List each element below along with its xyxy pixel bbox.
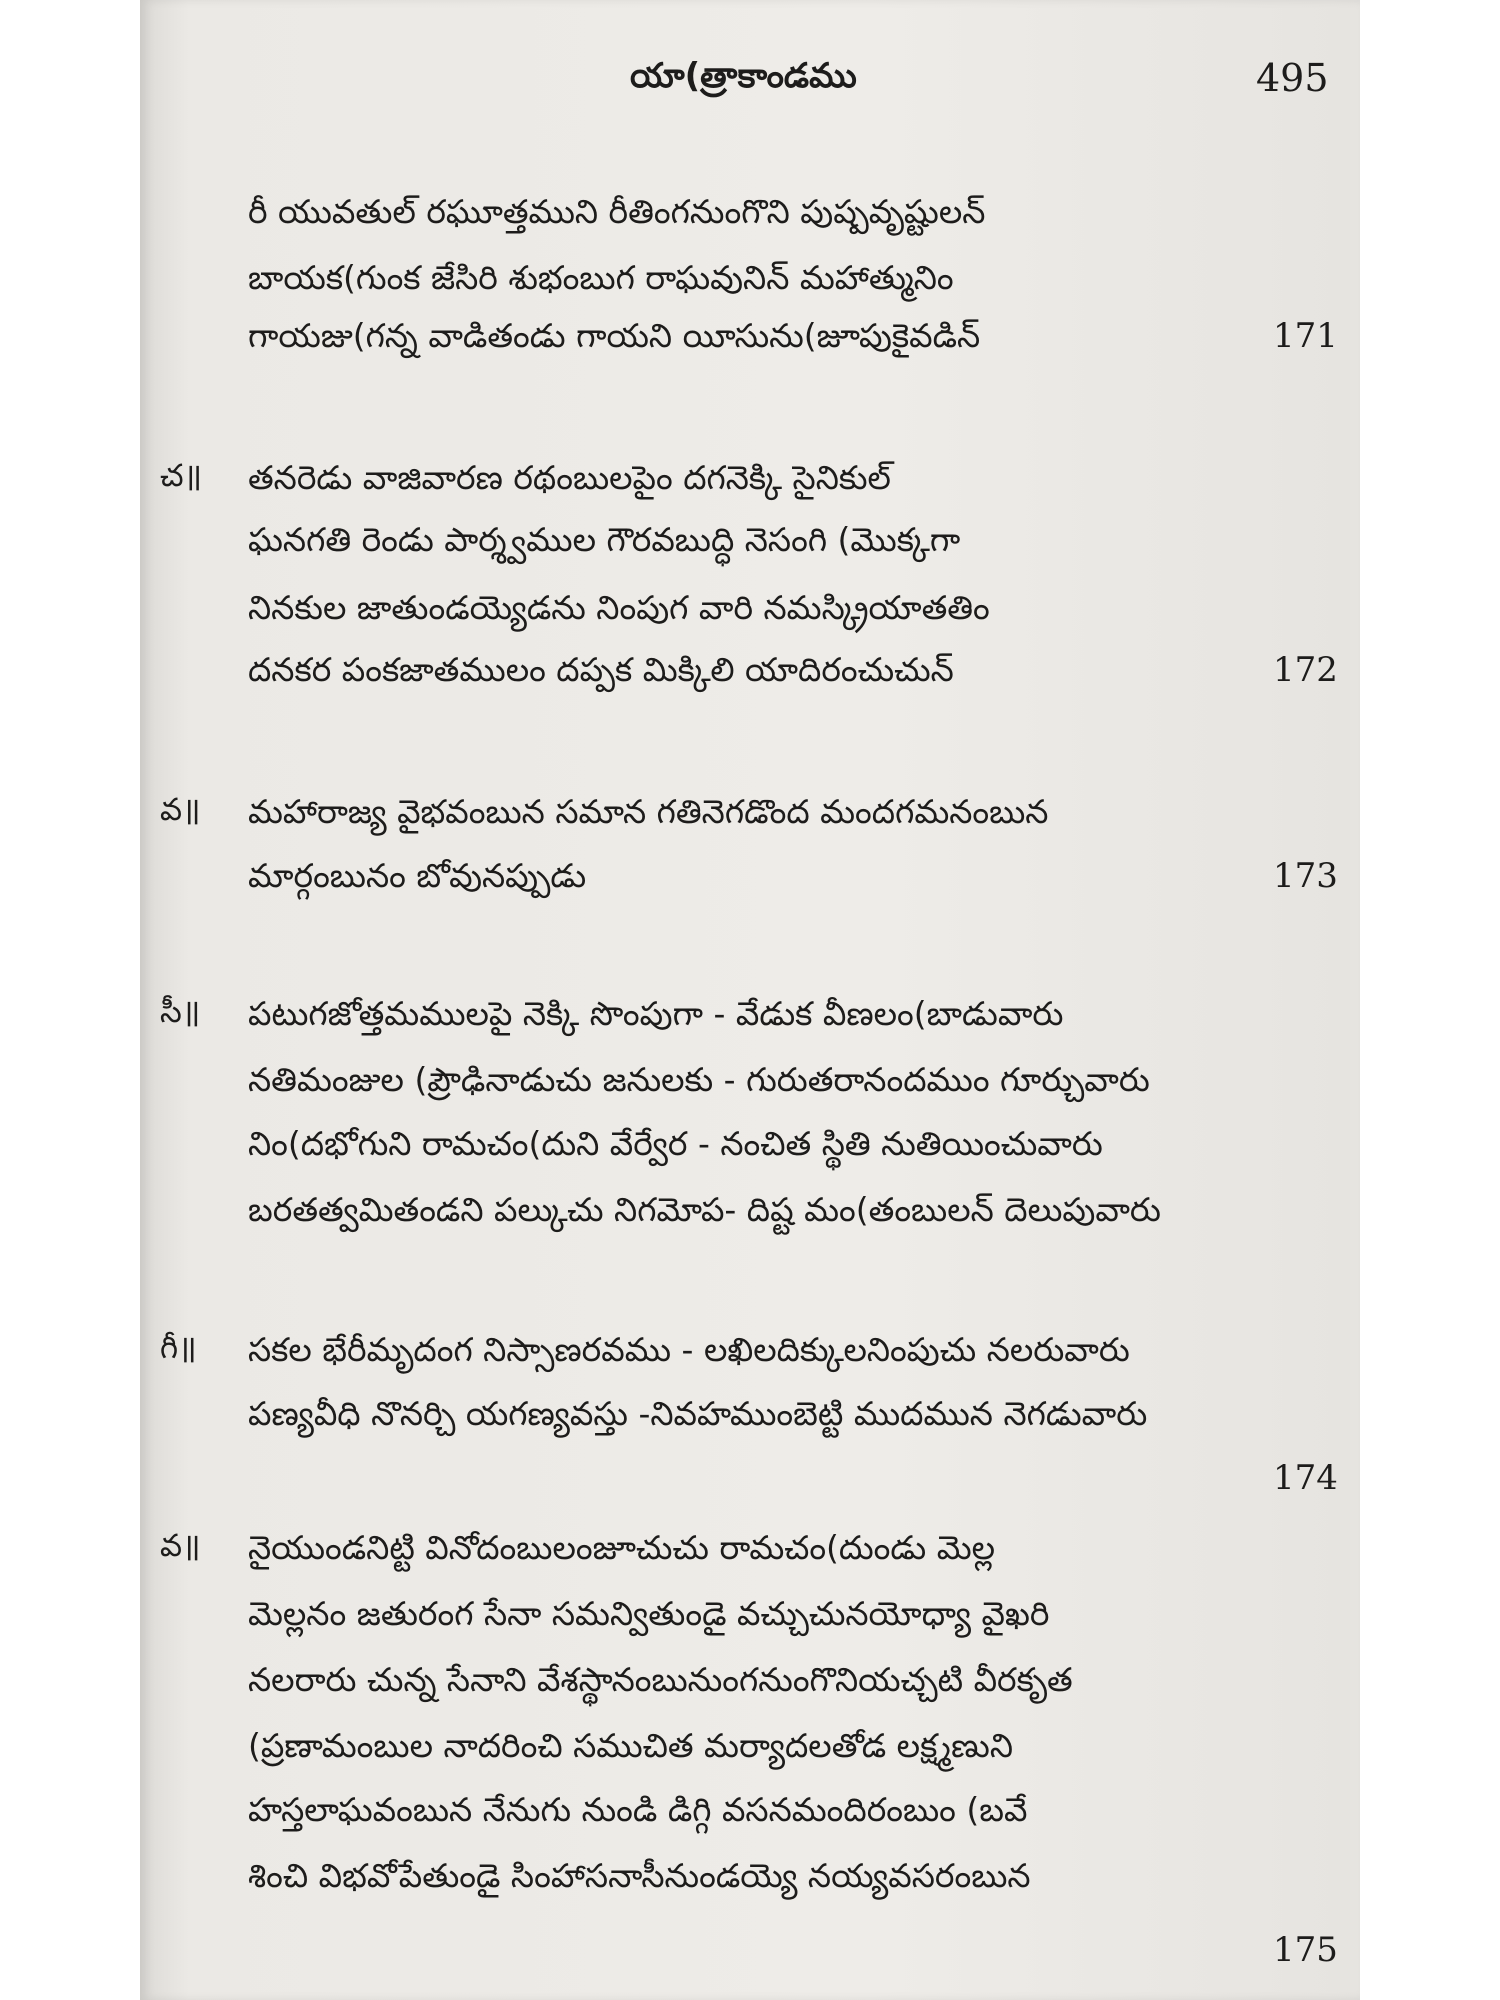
verse-number: 171	[1273, 316, 1338, 356]
verse-line: రీ యువతుల్ రఘూత్తముని రీతింగనుంగొని పుష్పవృష్టులన్	[248, 192, 986, 231]
verse-line: బరతత్వమితండని పల్కుచు నిగమోప- దిష్ట మం(తంబులన్ దెలుపువారు	[248, 1190, 1161, 1229]
verse-line: నైయుండనిట్టి వినోదంబులంజూచుచు రామచం(దుండు మెల్ల	[248, 1528, 996, 1567]
verse-line: మహారాజ్య వైభవంబున సమాన గతినెగడొంద మందగమనంబున	[248, 792, 1049, 831]
verse-line: ఘనగతి రెండు పార్శ్వముల గౌరవబుద్ధి నెసంగి (మొక్కగా	[248, 520, 961, 559]
verse-line: తనరెడు వాజివారణ రథంబులపైం దగనెక్కి సైనికుల్	[248, 458, 891, 497]
meter-marker: చ॥	[160, 458, 203, 494]
book-page	[140, 0, 1360, 2000]
meter-marker: గీ॥	[160, 1330, 197, 1366]
verse-line: హస్తలాఘవంబున నేనుగు నుండి డిగ్గి వసనమందిరంబుం (బవే	[248, 1790, 1028, 1829]
verse-line: బాయక(గుంక జేసిరి శుభంబుగ రాఘవునిన్ మహాత్మునిం	[248, 258, 954, 297]
verse-line: గాయజు(గన్న వాడితండు గాయని యీసును(జూపుకైవడిన్	[248, 316, 981, 355]
verse-line: నతిమంజుల (ప్రౌఢినాడుచు జనులకు - గురుతరానందముం గూర్చువారు	[248, 1060, 1150, 1099]
page-header-title: యా(త్రాకాండము	[630, 56, 857, 96]
verse-line: (ప్రణామంబుల నాదరించి సముచిత మర్యాదలతోడ లక్ష్మణుని	[248, 1726, 1013, 1765]
verse-line: శించి విభవోపేతుండై సింహాసనాసీనుండయ్యె నయ్యవసరంబున	[248, 1856, 1031, 1895]
verse-line: మెల్లనం జతురంగ సేనా సమన్వితుండై వచ్చుచునయోధ్యా వైఖరి	[248, 1594, 1050, 1633]
meter-marker: వ॥	[160, 792, 201, 828]
verse-line: నిం(దభోగుని రామచం(దుని వేర్వేర - నంచిత స్థితి నుతియించువారు	[248, 1124, 1103, 1163]
verse-number: 173	[1273, 856, 1338, 896]
verse-number: 175	[1273, 1930, 1338, 1970]
verse-line: పణ్యవీధి నొనర్చి యగణ్యవస్తు -నివహముంబెట్టి ముదమున నెగడువారు	[248, 1394, 1148, 1433]
verse-line: నలరారు చున్న సేనాని వేశస్థానంబునుంగనుంగొనియచ్చటి వీరకృత	[248, 1660, 1073, 1699]
verse-line: నినకుల జాతుండయ్యెడను నింపుగ వారి నమస్క్రియాతతిం	[248, 588, 990, 627]
verse-line: దనకర పంకజాతములం దప్పక మిక్కిలి యాదిరంచుచున్	[248, 650, 954, 689]
meter-marker: సీ॥	[160, 994, 201, 1030]
verse-number: 174	[1273, 1458, 1338, 1498]
verse-number: 172	[1273, 650, 1338, 690]
meter-marker: వ॥	[160, 1528, 201, 1564]
verse-line: సకల భేరీమృదంగ నిస్సాణరవము - లఖిలదిక్కులనింపుచు నలరువారు	[248, 1330, 1130, 1369]
page-number: 495	[1256, 56, 1329, 100]
verse-line: పటుగజోత్తమములపై నెక్కి సొంపుగా - వేడుక వీణలం(బాడువారు	[248, 994, 1064, 1033]
verse-line: మార్గంబునం బోవునప్పుడు	[248, 856, 587, 895]
